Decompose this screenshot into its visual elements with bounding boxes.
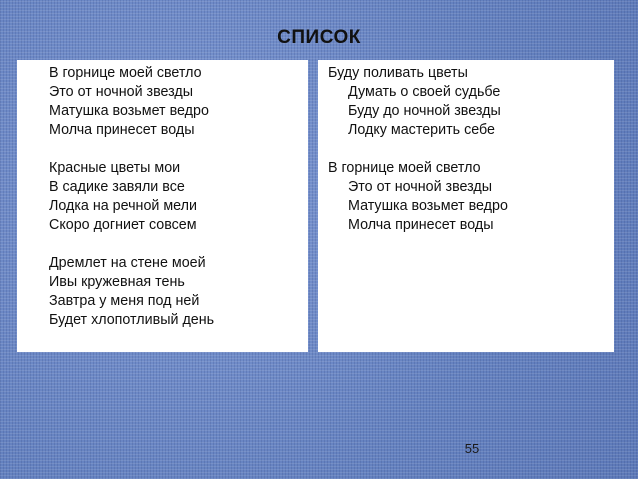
page-number: 55 [464,441,480,456]
left-text-panel [17,60,308,352]
right-text-panel [318,60,614,352]
text-line: В садике завяли все [49,179,185,195]
text-line: Будет хлопотливый день [49,312,215,328]
text-line: Думать о своей судьбе [348,84,501,100]
right-stanza-1 [328,64,614,140]
text-line: Матушка возьмет ведро [49,103,209,119]
text-line: Буду до ночной звезды [348,103,501,119]
text-line: Ивы кружевная тень [49,274,185,290]
right-stanza-2 [328,159,614,235]
text-line: Завтра у меня под ней [49,293,200,309]
left-stanza-1 [49,64,308,140]
text-line: В горнице моей светло [49,65,202,81]
left-stanza-2 [49,159,308,235]
text-line: В горнице моей светло [328,160,481,176]
text-line: Дремлет на стене моей [49,255,206,271]
left-stanza-3 [49,254,308,330]
text-line: Буду поливать цветы [328,65,468,81]
text-line: Лодка на речной мели [49,198,197,214]
text-line: Молча принесет воды [49,122,195,138]
text-line: Лодку мастерить себе [348,122,495,138]
text-line: Это от ночной звезды [348,179,493,195]
text-line: Красные цветы мои [49,160,181,176]
text-line: Это от ночной звезды [49,84,194,100]
text-line: Молча принесет воды [348,217,494,233]
text-line: Скоро догниет совсем [49,217,197,233]
slide-title: СПИСОК [277,27,361,48]
text-line: Матушка возьмет ведро [348,198,508,214]
